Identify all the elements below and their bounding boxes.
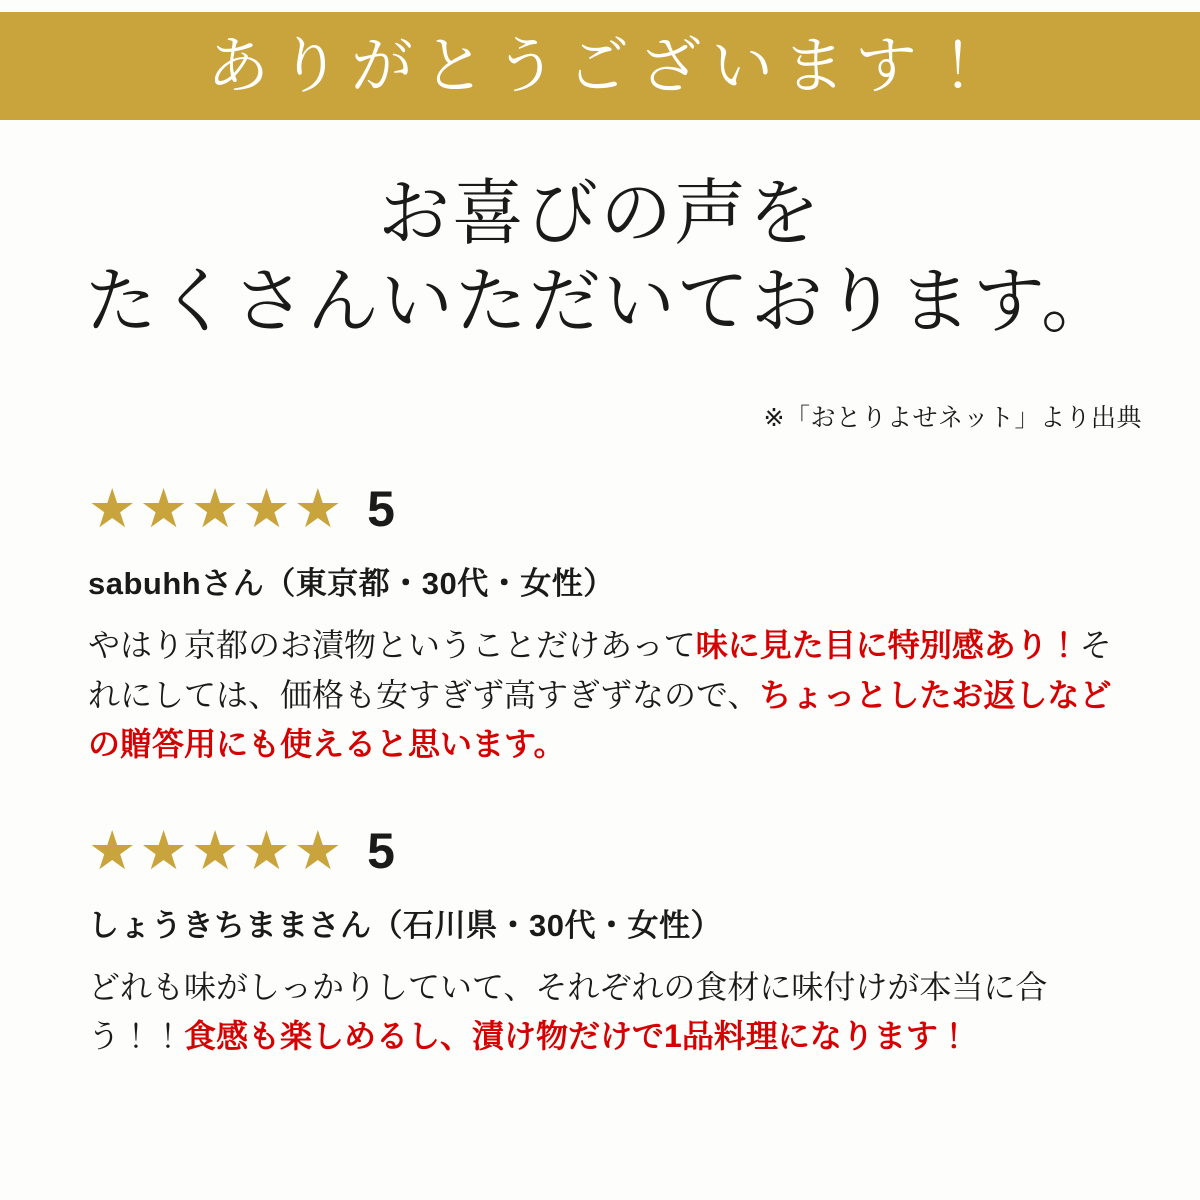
rating-row xyxy=(88,478,1118,540)
page-title-line-2: たくさんいただいております。 xyxy=(84,258,1116,343)
review-text-plain: やはり京都のお漬物ということだけあって xyxy=(88,627,696,663)
reviewer-name: しょうきちままさん（石川県・30代・女性） xyxy=(88,907,722,943)
reviewer-name: sabuhhさん（東京都・30代・女性） xyxy=(88,566,615,601)
review-text-highlight: ちょっとしたお返しなどの贈答用にも使えると思います。 xyxy=(88,676,1112,763)
review-item xyxy=(88,478,1118,770)
rating-row xyxy=(88,820,1118,882)
review-text-highlight: 食感も楽しめるし、漬け物だけで1品料理になります！ xyxy=(184,1018,970,1055)
banner-text: ありがとうございます！ xyxy=(206,29,999,102)
review-list xyxy=(88,478,1118,1080)
star-rating-icon: ★★★★★ xyxy=(88,820,346,881)
review-text-plain: どれも味がしっかりしていて、それぞれの食材に味付けが本当に合う！！ xyxy=(88,968,1048,1055)
page-title xyxy=(0,170,1200,346)
rating-value: 5 xyxy=(367,481,395,537)
rating-value: 5 xyxy=(367,822,395,879)
review-item xyxy=(88,820,1118,1062)
review-text-highlight: 味に見た目に特別感あり！ xyxy=(695,627,1080,663)
review-body xyxy=(88,963,1118,1062)
star-rating-icon: ★★★★★ xyxy=(88,479,346,539)
source-note: ※「おとりよせネット」より出典 xyxy=(763,404,1142,432)
review-text-plain: それにしては、価格も安すぎず高すぎずなので、 xyxy=(88,627,1112,713)
thank-you-banner xyxy=(0,12,1200,120)
page-title-line-1: お喜びの声を xyxy=(377,171,822,255)
review-body xyxy=(88,621,1118,770)
